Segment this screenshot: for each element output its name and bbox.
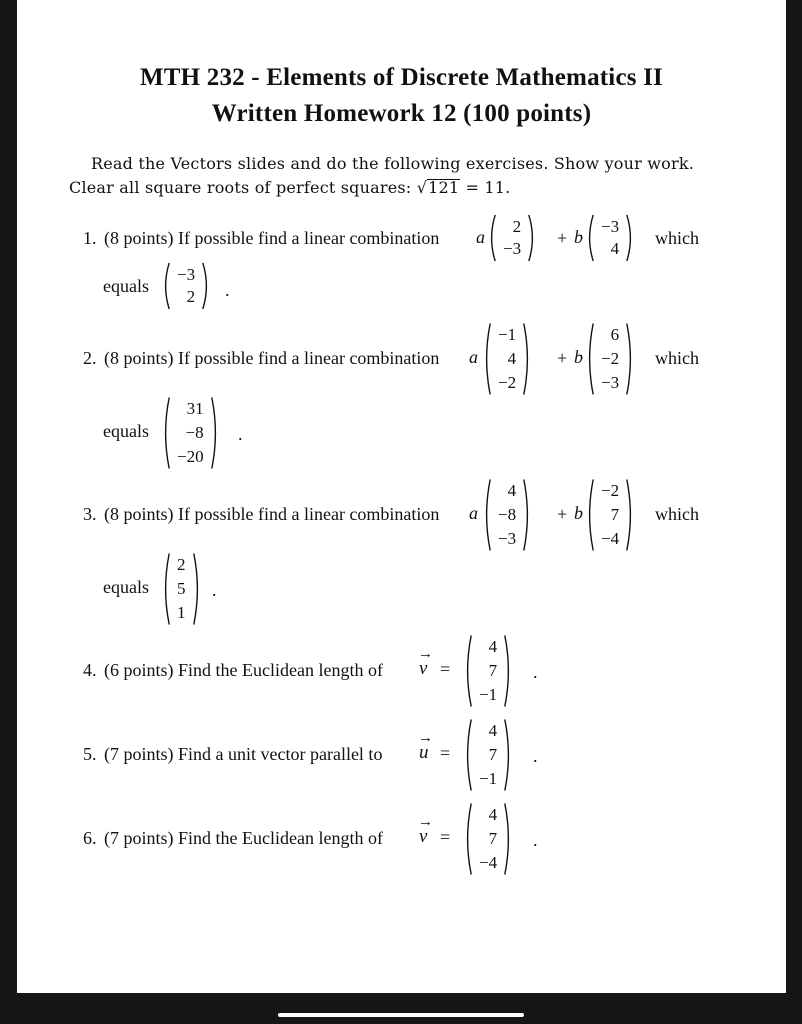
- vector-entries: [171, 262, 201, 310]
- left-paren: [586, 214, 595, 262]
- problem-4-period: .: [533, 662, 538, 682]
- sqrt-symbol: √: [416, 178, 428, 197]
- problem-4-equals-sign: =: [440, 659, 451, 679]
- intro-line-1: Read the Vectors slides and do the following exercises. Show your work.: [91, 154, 695, 173]
- problem-2-vector-1: [483, 322, 531, 396]
- vector-entry: −20: [177, 447, 204, 466]
- vector-entry: −4: [601, 529, 620, 548]
- home-indicator-bar[interactable]: [278, 1013, 524, 1017]
- right-paren: [522, 478, 531, 552]
- vector-entry: −8: [185, 423, 204, 442]
- problem-5-period: .: [533, 746, 538, 766]
- vector-entry: −8: [498, 505, 517, 524]
- left-paren: [483, 478, 492, 552]
- vector-entry: −3: [601, 217, 620, 236]
- problem-3-target-vector: [162, 552, 201, 626]
- problem-3-plus: +: [557, 504, 568, 524]
- vector-arrow-icon: →: [418, 730, 433, 746]
- problem-1-equals: equals: [103, 276, 149, 296]
- vector-entry: 4: [507, 349, 517, 368]
- vector-entry: −3: [503, 239, 522, 258]
- right-paren: [625, 322, 634, 396]
- right-paren: [503, 802, 512, 876]
- vector-entries: [171, 396, 210, 470]
- vector-entry: 4: [488, 721, 498, 740]
- vector-entry: 7: [488, 745, 498, 764]
- problem-2-coef-b: b: [574, 347, 583, 367]
- problem-1-which: which: [655, 228, 699, 248]
- vector-entries: [595, 322, 625, 396]
- problem-1-text: (8 points) If possible find a linear combination: [104, 228, 440, 248]
- problem-4-text: (6 points) Find the Euclidean length of: [104, 660, 383, 680]
- problem-2-which: which: [655, 348, 699, 368]
- vector-entry: −2: [498, 373, 517, 392]
- left-paren: [162, 396, 171, 470]
- problem-3-coef-b: b: [574, 503, 583, 523]
- vector-entry: 7: [488, 661, 498, 680]
- vector-entry: −1: [479, 685, 498, 704]
- left-paren: [586, 478, 595, 552]
- vector-entry: −3: [498, 529, 517, 548]
- intro-line-2: [69, 178, 510, 197]
- problem-4-var-letter: v: [419, 658, 428, 679]
- vector-entries: [497, 214, 527, 262]
- problem-2-number: 2.: [83, 348, 97, 368]
- right-paren: [201, 262, 210, 310]
- left-paren: [464, 634, 473, 708]
- right-paren: [192, 552, 201, 626]
- vector-entry: −1: [498, 325, 517, 344]
- problem-4-vector: [464, 634, 512, 708]
- vector-entries: [473, 634, 503, 708]
- vector-entry: 5: [177, 579, 186, 598]
- problem-5-number: 5.: [83, 744, 97, 764]
- vector-entry: −1: [479, 769, 498, 788]
- vector-entry: 2: [186, 287, 196, 306]
- problem-3-which: which: [655, 504, 699, 524]
- left-paren: [483, 322, 492, 396]
- problem-1-coef-a: a: [476, 227, 485, 247]
- problem-6-var-letter: v: [419, 826, 428, 847]
- right-paren: [522, 322, 531, 396]
- problem-3-period: .: [212, 580, 217, 600]
- vector-entries: [473, 718, 503, 792]
- vector-entries: [473, 802, 503, 876]
- problem-2-target-vector: [162, 396, 219, 470]
- homework-page: [17, 0, 786, 993]
- sqrt-radicand: 121: [428, 178, 460, 197]
- left-paren: [464, 718, 473, 792]
- vector-entries: [595, 214, 625, 262]
- problem-1-coef-b: b: [574, 227, 583, 247]
- left-paren: [162, 552, 171, 626]
- vector-entry: 4: [488, 805, 498, 824]
- problem-3-equals: equals: [103, 577, 149, 597]
- vector-entry: −3: [177, 265, 196, 284]
- problem-2-plus: +: [557, 348, 568, 368]
- problem-2-coef-a: a: [469, 347, 478, 367]
- problem-4-vector-var: [418, 646, 433, 680]
- vector-entry: −3: [601, 373, 620, 392]
- problem-1-period: .: [225, 280, 230, 300]
- problem-1-number: 1.: [83, 228, 97, 248]
- problem-3-vector-1: [483, 478, 531, 552]
- problem-6-number: 6.: [83, 828, 97, 848]
- vector-entries: [492, 478, 522, 552]
- vector-entry: −2: [601, 481, 620, 500]
- vector-entry: 2: [512, 217, 522, 236]
- left-paren: [464, 802, 473, 876]
- right-paren: [625, 214, 634, 262]
- problem-5-equals-sign: =: [440, 743, 451, 763]
- vector-entry: −4: [479, 853, 498, 872]
- problem-5-vector-var: [418, 730, 433, 764]
- vector-entry: 2: [177, 555, 186, 574]
- right-paren: [503, 718, 512, 792]
- problem-6-text: (7 points) Find the Euclidean length of: [104, 828, 383, 848]
- right-paren: [210, 396, 219, 470]
- right-paren: [527, 214, 536, 262]
- problem-1-vector-1: [488, 214, 536, 262]
- problem-6-vector: [464, 802, 512, 876]
- vector-arrow-icon: →: [418, 814, 433, 830]
- vector-entry: 7: [488, 829, 498, 848]
- right-paren: [625, 478, 634, 552]
- problem-6-vector-var: [418, 814, 433, 848]
- title-line-1: MTH 232 - Elements of Discrete Mathematics II: [139, 64, 663, 91]
- vector-entry: 4: [507, 481, 517, 500]
- problem-2-period: .: [238, 424, 243, 444]
- intro-line-2-suffix: = 11.: [465, 178, 511, 197]
- vector-arrow-icon: →: [418, 646, 433, 662]
- problem-4-number: 4.: [83, 660, 97, 680]
- problem-1-plus: +: [557, 228, 568, 248]
- problem-6-equals-sign: =: [440, 827, 451, 847]
- problem-3-number: 3.: [83, 504, 97, 524]
- vector-entries: [171, 552, 192, 626]
- problem-3-coef-a: a: [469, 503, 478, 523]
- vector-entries: [492, 322, 522, 396]
- problem-2-vector-2: [586, 322, 634, 396]
- title-line-2: Written Homework 12 (100 points): [211, 100, 592, 127]
- problem-2-text: (8 points) If possible find a linear combination: [104, 348, 440, 368]
- left-paren: [162, 262, 171, 310]
- intro-line-2-prefix: Clear all square roots of perfect squares:: [69, 178, 412, 197]
- problem-5-var-letter: u: [419, 742, 429, 763]
- left-paren: [488, 214, 497, 262]
- right-paren: [503, 634, 512, 708]
- vector-entry: 7: [610, 505, 620, 524]
- problem-2-equals: equals: [103, 421, 149, 441]
- vector-entries: [595, 478, 625, 552]
- problem-1-vector-2: [586, 214, 634, 262]
- problem-3-vector-2: [586, 478, 634, 552]
- problem-5-text: (7 points) Find a unit vector parallel to: [104, 744, 383, 764]
- vector-entry: 31: [186, 399, 204, 418]
- vector-entry: −2: [601, 349, 620, 368]
- problem-5-vector: [464, 718, 512, 792]
- vector-entry: 6: [610, 325, 620, 344]
- vector-entry: 1: [177, 603, 186, 622]
- problem-6-period: .: [533, 830, 538, 850]
- problem-3-text: (8 points) If possible find a linear combination: [104, 504, 440, 524]
- left-paren: [586, 322, 595, 396]
- problem-1-target-vector: [162, 262, 210, 310]
- vector-entry: 4: [488, 637, 498, 656]
- vector-entry: 4: [610, 239, 620, 258]
